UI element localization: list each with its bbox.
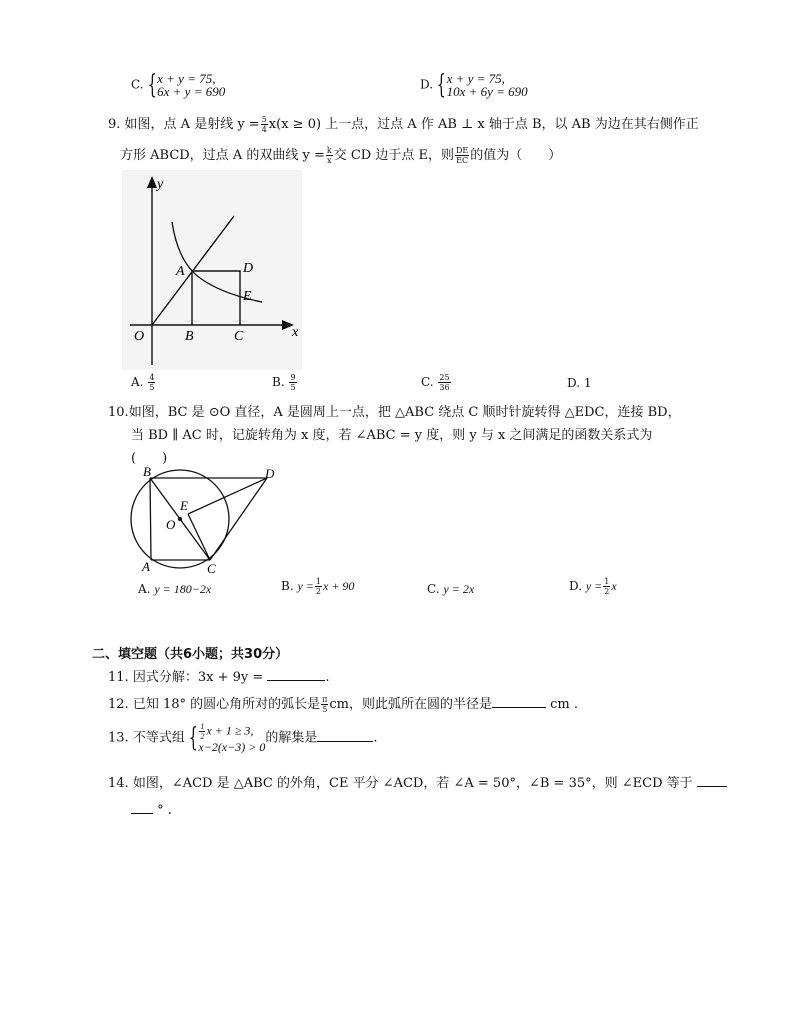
frac-num: 1	[315, 577, 321, 586]
option-text: x + 90	[323, 579, 355, 593]
q11-text: 因式分解：3x + 9y =	[132, 670, 264, 685]
frac-num: 5	[261, 115, 267, 124]
label-d: D	[265, 466, 275, 481]
q9-text-1b: x(x ≥ 0) 上一点，过点 A 作 AB ⊥ x 轴于点 B，以 AB 为边在其右侧作正	[268, 117, 699, 132]
q8-option-d	[420, 72, 528, 98]
frac-den: 36	[439, 383, 450, 392]
q10-option-d	[569, 577, 617, 596]
question-number: 12.	[108, 697, 129, 712]
frac-num: 9	[290, 373, 296, 382]
q8-option-d-eq1: x + y = 75,	[446, 71, 505, 86]
q9-figure	[122, 170, 302, 370]
frac-den: 5	[322, 705, 328, 714]
brace: {	[147, 70, 157, 100]
label-o: O	[134, 329, 145, 344]
q10-text-3: ( )	[131, 451, 168, 466]
q13-text-a: 不等式组	[132, 730, 185, 746]
label-a: A	[176, 264, 185, 279]
q12-text-b: cm，则此弧所在圆的半径是	[329, 697, 493, 712]
q14-text-1: 如图，∠ACD 是 △ABC 的外角，CE 平分 ∠ACD，若 ∠A = 50°，∠B = 35°，则 ∠ECD 等于	[132, 776, 693, 791]
q9-option-b	[272, 373, 298, 392]
q10-text-2: 当 BD ∥ AC 时，记旋转角为 x 度，若 ∠ABC = y 度，则 y 与 x 之间满足的函数关系式为	[131, 428, 653, 443]
question-number: 9.	[108, 117, 121, 132]
q9-text-2c: 的值为（ ）	[470, 148, 562, 163]
q9-question	[108, 114, 728, 136]
q8-option-c-eq1: x + y = 75,	[157, 71, 216, 86]
label-e: E	[180, 498, 188, 513]
answer-blank[interactable]	[267, 668, 325, 681]
frac-den: 2	[315, 587, 321, 596]
option-label: B.	[281, 579, 294, 593]
frac-den: EC	[456, 156, 469, 165]
q8-option-c	[131, 72, 225, 98]
q9-text-2b: 交 CD 边于点 E，则	[333, 148, 454, 163]
q14-question	[108, 773, 748, 795]
q8-option-d-eq2: 10x + 6y = 690	[446, 84, 528, 99]
frac-den: x	[327, 156, 332, 165]
q14-text-2: ° .	[157, 803, 172, 818]
label-x: x	[292, 325, 299, 340]
question-number: 10.	[108, 405, 129, 420]
option-label: A.	[138, 582, 151, 596]
q9-option-a	[131, 373, 156, 392]
q8-option-c-eq2: 6x + y = 690	[157, 84, 226, 99]
center-point	[178, 517, 182, 521]
q10-option-b	[281, 577, 354, 596]
frac-den: 4	[261, 125, 267, 134]
q8-option-d-label: D.	[420, 77, 434, 92]
option-text: 1	[583, 376, 592, 390]
q10-question	[108, 402, 728, 424]
q13-eq2: x−2(x−3) > 0	[198, 740, 266, 754]
q9-option-c	[421, 373, 452, 392]
q10-text-1: 如图，BC 是 ⊙O 直径，A 是圆周上一点，把 △ABC 绕点 C 顺时针旋转得 △EDC，连接 BD，	[128, 405, 681, 420]
section-heading: 二、填空题（共6小题；共30分）	[92, 647, 289, 662]
frac-num: k	[326, 146, 332, 155]
label-b: B	[185, 329, 194, 344]
q11-text-end: .	[325, 670, 330, 685]
q14-question-line2	[131, 800, 172, 822]
label-d: D	[243, 261, 254, 276]
frac-den: 2	[200, 732, 205, 741]
segment-ba	[150, 478, 151, 560]
q10-option-a	[138, 582, 211, 597]
q9-text-2a: 方形 ABCD，过点 A 的双曲线 y =	[120, 148, 325, 163]
label-c: C	[234, 329, 244, 344]
frac-num: 1	[200, 722, 205, 731]
figure-background	[122, 170, 302, 370]
question-number: 14.	[108, 776, 129, 791]
q13-text-b: 的解集是	[265, 730, 318, 746]
q8-option-c-label: C.	[131, 77, 144, 92]
option-label: C.	[427, 582, 440, 596]
q9-option-d	[567, 376, 591, 390]
question-number: 13.	[108, 730, 129, 746]
option-text: y = 2x	[443, 582, 475, 596]
option-text: x	[611, 579, 617, 593]
label-a: A	[142, 559, 150, 574]
q12-question	[108, 694, 578, 716]
answer-blank[interactable]	[492, 695, 546, 708]
answer-blank[interactable]	[317, 729, 373, 742]
frac-num: DE	[455, 146, 469, 155]
q13-question	[108, 722, 377, 754]
q9-question-line2	[120, 145, 740, 167]
frac-num: 4	[149, 373, 155, 382]
frac-num: π	[322, 695, 328, 704]
option-text: y =	[297, 579, 314, 593]
q11-question	[108, 667, 330, 689]
q10-figure	[125, 466, 285, 576]
label-e: E	[243, 289, 252, 304]
question-number: 11.	[108, 670, 129, 685]
label-y: y	[157, 177, 164, 192]
q13-eq1: x + 1 ≥ 3,	[206, 723, 254, 738]
q12-text-c: cm .	[550, 697, 579, 712]
frac-den: 5	[290, 383, 296, 392]
label-c: C	[207, 561, 216, 576]
frac-den: 5	[149, 383, 155, 392]
brace: {	[436, 70, 446, 100]
option-label: B.	[272, 375, 285, 389]
frac-den: 2	[604, 587, 610, 596]
answer-blank-continued[interactable]	[131, 801, 153, 814]
answer-blank[interactable]	[697, 774, 727, 787]
q12-text-a: 已知 18° 的圆心角所对的弧长是	[132, 697, 321, 712]
label-b: B	[143, 466, 151, 479]
option-label: A.	[131, 375, 144, 389]
q10-question-line2	[131, 425, 731, 447]
q10-option-c	[427, 582, 474, 597]
option-label: D.	[569, 579, 583, 593]
frac-num: 1	[604, 577, 610, 586]
option-label: C.	[421, 375, 434, 389]
option-text: y =	[585, 579, 603, 593]
q13-text-end: .	[373, 730, 378, 746]
option-label: D.	[567, 376, 581, 390]
label-o: O	[166, 517, 176, 532]
q9-text-1a: 如图，点 A 是射线 y =	[124, 117, 260, 132]
brace: {	[188, 723, 198, 753]
option-text: y = 180−2x	[154, 582, 212, 596]
segment-ec	[188, 514, 210, 560]
frac-num: 25	[439, 373, 450, 382]
